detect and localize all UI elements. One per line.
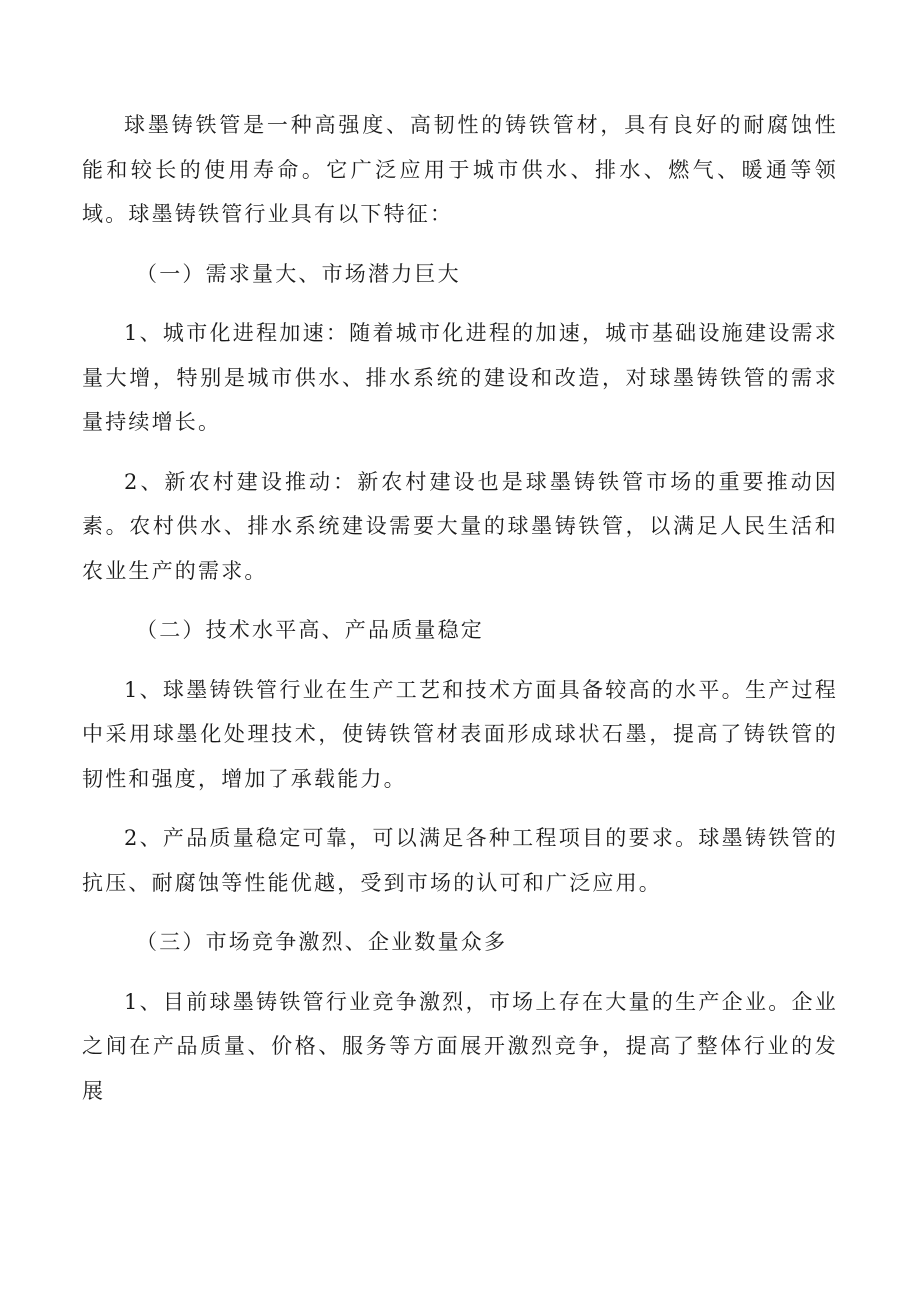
- section-heading-3: [82, 920, 838, 965]
- section-heading-2: [82, 608, 838, 653]
- paragraph-2-1: 1、球墨铸铁管行业在生产工艺和技术方面具备较高的水平。生产过程中采用球墨化处理技术，使铸铁管材表面形成球状石墨，提高了铸铁管的韧性和强度，增加了承载能力。: [82, 677, 838, 791]
- paragraph-1-2: 2、新农村建设推动：新农村建设也是球墨铸铁管市场的重要推动因素。农村供水、排水系统建设需要大量的球墨铸铁管，以满足人民生活和农业生产的需求。: [82, 469, 838, 583]
- section-heading-1: [82, 252, 838, 297]
- paragraph-2-2: 2、产品质量稳定可靠，可以满足各种工程项目的要求。球墨铸铁管的抗压、耐腐蚀等性能优越，受到市场的认可和广泛应用。: [82, 826, 838, 895]
- section-heading-1-text: （一）需求量大、市场潜力巨大: [136, 261, 461, 286]
- paragraph-3-1: 1、目前球墨铸铁管行业竞争激烈，市场上存在大量的生产企业。企业之间在产品质量、价格、服务等方面展开激烈竞争，提高了整体行业的发展: [82, 989, 838, 1103]
- intro-paragraph: 球墨铸铁管是一种高强度、高韧性的铸铁管材，具有良好的耐腐蚀性能和较长的使用寿命。它广泛应用于城市供水、排水、燃气、暖通等领域。球墨铸铁管行业具有以下特征：: [82, 113, 838, 226]
- document-body: [82, 103, 838, 1128]
- paragraph-1-1: 1、城市化进程加速：随着城市化进程的加速，城市基础设施建设需求量大增，特别是城市供水、排水系统的建设和改造，对球墨铸铁管的需求量持续增长。: [82, 321, 838, 434]
- section-heading-2-text: （二）技术水平高、产品质量稳定: [136, 618, 484, 642]
- section-heading-3-text: （三）市场竞争激烈、企业数量众多: [136, 930, 508, 954]
